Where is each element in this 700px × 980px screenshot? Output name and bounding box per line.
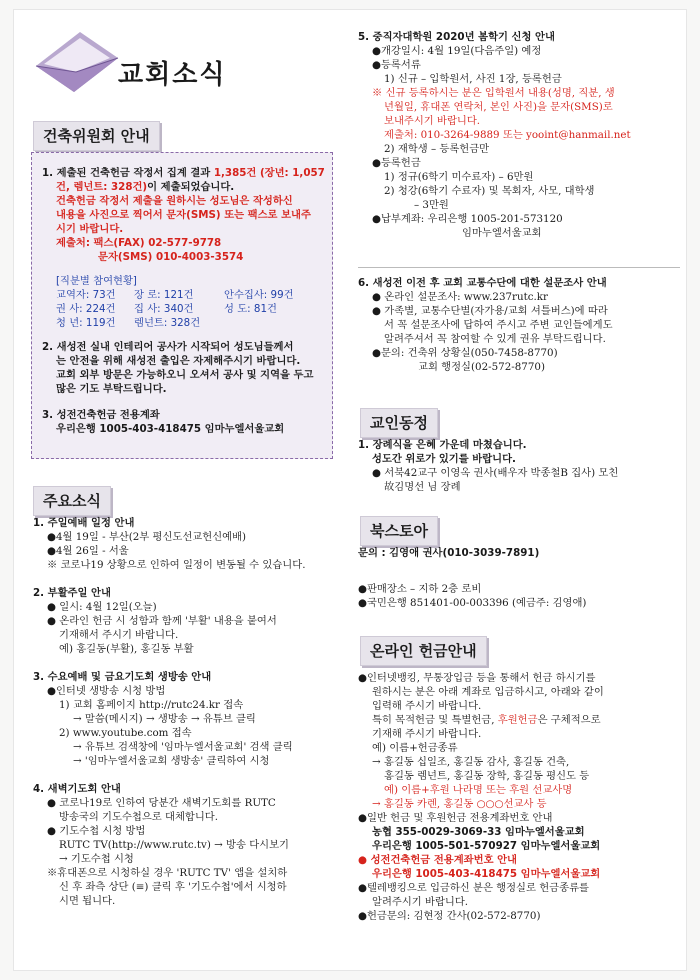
s1-line: ●4월 26일 - 서울	[47, 545, 129, 557]
main-news-header: 주요소식	[33, 486, 111, 516]
building-item1: 1. 제출된 건축헌금 작정서 집계 결과 1,385건 (장년: 1,057	[42, 167, 325, 179]
survey-section: 6. 새성전 이전 후 교회 교통수단에 대한 설문조사 안내 ● 온라인 설문조사: www.237rutc.kr ● 가족별, 교통수단별(자가용/교회 셔틀버스)에 따라 서 꼭 설문조사에 답하여 주시고 주변 교인들에게도 알려주셔서 꼭 참여할 수 있게 권유 부탁드립니다. ●문의: 건축위 상황실(050-7458-8770) 교회 행정실(02-572-8770)	[358, 276, 680, 374]
s3-line: ●인터넷 생방송 시청 방법	[47, 685, 166, 697]
s3-line: → '임마누엘서울교회 생방송' 클릭하여 시청	[73, 755, 270, 767]
building-item1-red-2: 내용을 사진으로 찍어서 문자(SMS) 또는 팩스로 보내주	[56, 209, 311, 221]
s4-line: 방송국의 기도수첩으로 대체합니다.	[59, 811, 219, 823]
bookstore-header: 북스토아	[360, 516, 438, 546]
stat-cell: 권 사: 224건	[56, 303, 116, 315]
stats-title: [직분별 참여현황]	[56, 275, 137, 287]
building-item2-4: 많은 기도 부탁드립니다.	[56, 383, 167, 395]
survey-title: 6. 새성전 이전 후 교회 교통수단에 대한 설문조사 안내	[358, 277, 607, 289]
s1-line: ※ 코로나19 상황으로 인하여 일정이 변동될 수 있습니다.	[47, 559, 306, 571]
fax-number: 제출처: 팩스(FAX) 02-577-9778	[56, 237, 222, 249]
s2-line: 기재해서 주시기 바랍니다.	[59, 629, 179, 641]
s2-line: ● 온라인 헌금 시 성함과 함께 '부활' 내용을 붙여서	[47, 615, 277, 627]
page-title: 교회소식	[118, 60, 227, 90]
building-item2-1: 2. 새성전 실내 인테리어 공사가 시작되어 성도님들께서	[42, 341, 294, 353]
s4-line: 시면 됩니다.	[59, 895, 116, 907]
building-committee-header: 건축위원회 안내	[33, 121, 160, 151]
s1-line: ●4월 19일 - 부산(2부 평신도선교헌신예배)	[47, 531, 247, 543]
main-news	[33, 516, 333, 908]
stat-cell: 청 년: 119건	[56, 317, 116, 329]
stats-grid	[42, 288, 327, 330]
bookstore-contact: 문의 : 김영애 권사(010-3039-7891)	[358, 547, 540, 559]
s1-title: 1. 주일예배 일정 안내	[33, 517, 135, 529]
s4-line: ● 기도수첩 시청 방법	[47, 825, 146, 837]
stat-cell: 장 로: 121건	[134, 289, 194, 301]
stat-cell: 집 사: 340건	[134, 303, 194, 315]
building-notice: 1. 제출된 건축헌금 작정서 집계 결과 1,385건 (장년: 1,057 건, 렘넌트: 328건)이 제출되었습니다. 건축헌금 작정서 제출을 원하시는 성도님은 작성하신 내용을 사진으로 찍어서 문자(SMS) 또는 팩스로 보내주 시기 바랍니다. 제출처: 팩스(FAX) 02-577-9778 문자(SMS) 010-4003-3574 [직분별 참여현황] 교역자: 73건 장 로: 121건 안수집사: 99건 권 사: 224건 집 사: 340건 성 도: 81건 청 년: 119건 렘넌트: 328건 2. 새성전 실내 인테리어 공사가 시작되어 성도님들께서 는 안전을 위해 새성전 출입은 자제해주시기 바랍니다. 교회 외부 방문은 가능하오니 오셔서 공사 및 지역을 두고 많은 기도 부탁드립니다. 3. 성전건축헌금 전용계좌 우리은행 1005-403-418475 임마누엘서울교회	[42, 166, 327, 436]
s4-line: ● 코로나19로 인하여 당분간 새벽기도회를 RUTC	[47, 797, 276, 809]
building-item1-red-3: 시기 바랍니다.	[56, 223, 124, 235]
online-offering-section: ●인터넷뱅킹, 무통장입금 등을 통해서 헌금 하시기를 원하시는 분은 아래 계좌로 입금하시고, 아래와 같이 입력해 주시기 바랍니다. 특히 목적헌금 및 특별헌금, 후원헌금은 구체적으로 기재해 주시기 바랍니다. 예) 이름+헌금종류 → 홍길동 십일조, 홍길동 감사, 홍길동 건축, 홍길동 렘넌트, 홍길동 장학, 홍길동 평신도 등 예) 이름+후원 나라명 또는 후원 선교사명 → 홍길동 카렌, 홍길동 ○○○선교사 등 ●일반 헌금 및 후원헌금 전용계좌번호 안내 농협 355-0029-3069-33 임마누엘서울교회 우리은행 1005-501-570927 임마누엘서울교회 ● 성전건축헌금 전용계좌번호 안내 우리은행 1005-403-418475 임마누엘서울교회 ●텔레뱅킹으로 입금하신 분은 행정실로 헌금종류를 알려주시기 바랍니다. ●헌금문의: 김현정 간사(02-572-8770)	[358, 671, 680, 923]
building-item3-title: 3. 성전건축헌금 전용계좌	[42, 409, 160, 421]
nonghyup-account: 농협 355-0029-3069-33 임마누엘서울교회	[372, 826, 585, 838]
building-item2-3: 교회 외부 방문은 가능하오니 오셔서 공사 및 지역을 두고	[56, 369, 314, 381]
stat-cell: 안수집사: 99건	[224, 289, 294, 301]
stat-cell: 교역자: 73건	[56, 289, 116, 301]
s3-line: → 유튜브 검색창에 '임마누엘서울교회' 검색 클릭	[73, 741, 293, 753]
building-item3-account: 우리은행 1005-403-418475 임마누엘서울교회	[56, 423, 285, 435]
bookstore-section: 문의 : 김영애 권사(010-3039-7891) ●판매장소 – 지하 2층 로비 ●국민은행 851401-00-003396 (예금주: 김영애)	[358, 546, 680, 610]
s2-line: ● 일시: 4월 12일(오늘)	[47, 601, 157, 613]
s4-line: 신 후 좌측 상단 (≡) 클릭 후 '기도수첩'에서 시청하	[59, 881, 287, 893]
s2-title: 2. 부활주일 안내	[33, 587, 111, 599]
s4-line: → 기도수첩 시청	[59, 853, 134, 865]
s4-title: 4. 새벽기도회 안내	[33, 783, 121, 795]
online-offering-header: 온라인 헌금안내	[360, 636, 487, 666]
building-account: 우리은행 1005-403-418475 임마누엘서울교회	[372, 868, 601, 880]
building-item1-red-1: 건축헌금 작정서 제출을 원하시는 성도님은 작성하신	[56, 195, 293, 207]
envelope-icon	[30, 28, 120, 103]
s3-line: 2) www.youtube.com 접속	[59, 727, 192, 739]
s4-line: RUTC TV(http://www.rutc.tv) → 방송 다시보기	[59, 839, 290, 851]
stat-cell: 렘넌트: 328건	[134, 317, 201, 329]
s3-line: → 말씀(메시지) → 생방송 → 유튜브 클릭	[73, 713, 256, 725]
s4-line: ※휴대폰으로 시청하실 경우 'RUTC TV' 앱을 설치하	[47, 867, 288, 879]
grad-title: 5. 중직자대학원 2020년 봄학기 신청 안내	[358, 31, 555, 43]
divider	[358, 267, 680, 268]
stat-cell	[224, 316, 304, 330]
sms-number: 문자(SMS) 010-4003-3574	[98, 251, 244, 263]
s3-line: 1) 교회 홈페이지 http://rutc24.kr 접속	[59, 699, 244, 711]
s3-title: 3. 수요예배 및 금요기도회 생방송 안내	[33, 671, 212, 683]
s2-line: 예) 홍길동(부활), 홍길동 부활	[59, 643, 194, 655]
fellowship-header: 교인동정	[360, 408, 438, 438]
grad-school-section: 5. 중직자대학원 2020년 봄학기 신청 안내 ●개강일시: 4월 19일(다음주일) 예정 ●등록서류 1) 신규 – 입학원서, 사진 1장, 등록헌금 ※ 신규 등록하시는 분은 입학원서 내용(성명, 직분, 생 년월일, 휴대폰 연락처, 본인 사진)을 문자(SMS)로 보내주시기 바랍니다. 제출처: 010-3264-9889 또는 yooint@hanmail.net 2) 재학생 – 등록헌금만 ●등록헌금 1) 정규(6학기 미수료자) – 6만원 2) 청강(6학기 수료자) 및 목회자, 사모, 대학생 – 3만원 ●납부계좌: 우리은행 1005-201-573120 임마누엘서울교회	[358, 30, 680, 240]
building-item2-2: 는 안전을 위해 새성전 출입은 자제해주시기 바랍니다.	[56, 355, 301, 367]
fellowship-section: 1. 장례식을 은혜 가운데 마쳤습니다. 성도간 위로가 있기를 바랍니다. ● 서북42교구 이영옥 권사(배우자 박종철B 집사) 모친 故김명선 님 장례	[358, 439, 619, 493]
woori-account: 우리은행 1005-501-570927 임마누엘서울교회	[372, 840, 601, 852]
stat-cell: 성 도: 81건	[224, 303, 277, 315]
grad-contact: 제출처: 010-3264-9889 또는 yooint@hanmail.net	[384, 129, 631, 141]
